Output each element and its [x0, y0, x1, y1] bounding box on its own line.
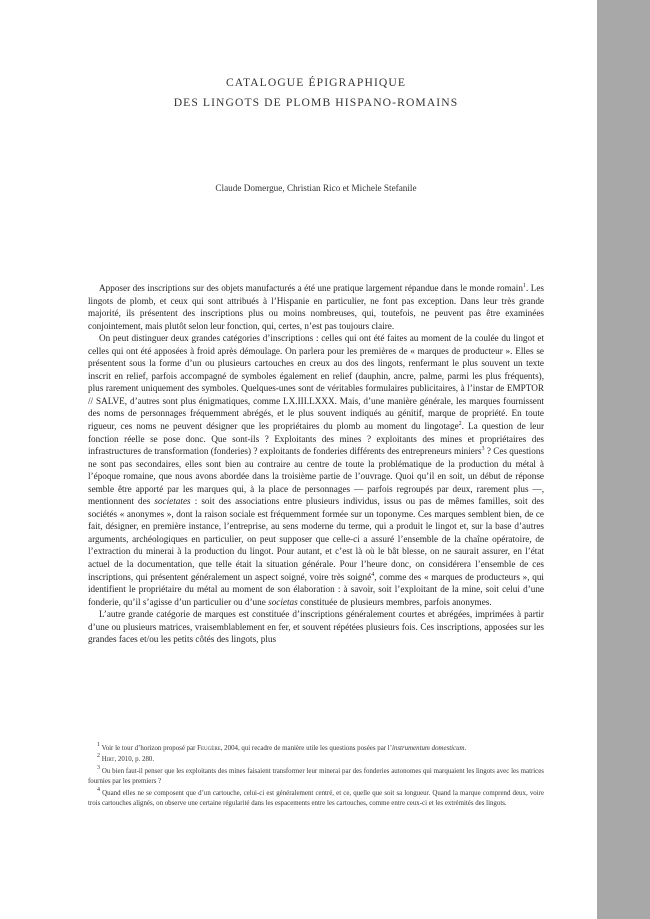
- footnote-ref-4: 4: [371, 571, 375, 578]
- authors-line: Claude Domergue, Christian Rico et Michele Stefanile: [215, 183, 417, 193]
- footnote-3: [88, 764, 544, 788]
- title-line-2: DES LINGOTS DE PLOMB HISPANO-ROMAINS: [173, 96, 459, 109]
- text-run: .: [464, 745, 467, 752]
- paragraph-2: [88, 332, 544, 608]
- title-line-1: CATALOGUE ÉPIGRAPHIQUE: [225, 76, 407, 89]
- footnote-ref-2: 2: [458, 421, 462, 428]
- page-edge-bar: [597, 0, 650, 919]
- paragraph-3: L’autre grande catégorie de marques est constituée d’inscriptions généralement courtes et abrégées, imprimées à partir d’une ou plusieurs matrices, vraisemblablement en fer, et souvent répétées plusieurs fois. Ces inscriptions, apposées sur les grandes faces et/ou les petits côtés des lingots, plus: [88, 609, 544, 645]
- footnotes: [88, 744, 544, 810]
- text-run: Voir le tour d’horizon proposé par: [101, 745, 198, 752]
- footnote-number: 2: [97, 753, 100, 760]
- footnote-1: [88, 744, 544, 754]
- text-run: constituée de plusieurs membres, parfois anonymes.: [297, 596, 492, 607]
- text-run: On peut distinguer deux grandes catégories d’inscriptions : celles qui ont été faites au moment de la coulée du lingot et celles qui ont été apposées à froid après démoulage. On parlera pour les premières de « marques de producteur ». Elles se présentent sous la forme d’un ou plusieurs cartouches en creux au dos des lingots, renfermant le plus souvent un texte inscrit en relief, parfois accompagné de symboles également en relief (dauphin, ancre, palme, parmi les plus fréquents), plus rarement uniquement des symboles. Quelques-unes sont de véritables formulaires publicitaires, à l’instar de EMPTOR // SALVE, d’autres sont plus énigmatiques, comme LX.III.LXXX. Mais, d’une manière générale, les marques fournissent des noms de personnages fréquemment abrégés, et le plus souvent indiqués au génitif, marque de propriété. En toute rigueur, ces noms ne peuvent désigner que les propriétaires du plomb au moment du lingotage: [88, 333, 544, 432]
- italic-term: instrumentum domesticum: [392, 745, 465, 752]
- text-run: , 2010, p. 280.: [114, 756, 155, 764]
- footnote-4: [88, 786, 544, 810]
- author-name: Hirt: [101, 756, 115, 764]
- footnote-number: 4: [97, 786, 100, 793]
- text-run: , comme des « marques de producteurs », qui identifient le propriétaire du métal au moment de son élaboration : à savoir, soit l’exploitant de la mine, soit celui d’une fonderie, qu’il s’agisse d’un particulier ou d’une: [88, 571, 544, 607]
- text-run: Ou bien faut-il penser que les exploitants des mines faisaient transformer leur minerai par des fonderies autonomes qui marquaient les lingots avec les matrices fournies par les premiers ?: [88, 767, 544, 786]
- italic-term: societates: [154, 496, 191, 507]
- footnote-number: 1: [97, 742, 100, 748]
- text-run: Apposer des inscriptions sur des objets manufacturés a été une pratique largement répandue dans le monde romain: [99, 283, 523, 293]
- paragraph-1: [88, 282, 544, 332]
- italic-term: societas: [268, 596, 298, 607]
- author-name: Feugère: [197, 745, 221, 752]
- text-run: . La question de leur fonction réelle se pose donc. Que sont-ils ? Exploitants des mines ? exploitants des mines et propriétaires des infrastructures de transformation (fonderies) ? exploitants de fonderies différents des entrepreneurs miniers: [88, 421, 545, 457]
- text-run: , 2004, qui recadre de manière utile les questions posées par l’: [220, 745, 392, 752]
- footnote-ref-3: 3: [481, 446, 485, 453]
- text-run: ? Ces questions ne sont pas secondaires, elles sont bien au contraire au centre de toute la problématique de la production du métal à l’époque romaine, que nous avons abordée dans la troisième partie de l’ouvrage. Quoi qu’il en soit, un début de réponse semble être apporté par les marques qui, à la place de personnages — parfois regroupés par deux, rarement plus —, mentionnent des: [88, 446, 544, 507]
- footnote-number: 3: [97, 764, 100, 771]
- body-text: [88, 282, 544, 646]
- footnote-2: [88, 755, 544, 765]
- text-run: Quand elles ne se composent que d’un cartouche, celui-ci est généralement centré, et ce, quelle que soit sa longueur. Quand la marque comprend deux, voire trois cartouches alignés, on observe une certaine régularité dans les espacements entre les cartouches, comme entre ceux-ci et les extrémités des lingots.: [88, 789, 544, 808]
- text-run: . Les lingots de plomb, et ceux qui sont attribués à l’Hispanie en particulier, ne font pas exception. Dans leur très grande majorité, ils présentent des inscriptions plus ou moins nombreuses, qui, toutefois, ne peuvent pas être examinées conjointement, mais plutôt selon leur fonction, qui, certes, n’est pas toujours claire.: [88, 283, 545, 331]
- footnote-ref-1: 1: [522, 283, 526, 289]
- text-run: : soit des associations entre plusieurs individus, issus ou pas de mêmes familles, soit des sociétés « anonymes », dont la raison sociale est fréquemment formée sur un toponyme. Ces marques semblent bien, de ce fait, désigner, en première instance, l’entreprise, au sens moderne du terme, qui a produit le lingot et, sur la base d’autres arguments, archéologiques en particulier, on peut supposer que celle-ci a assuré l’ensemble de la chaîne opératoire, de l’extraction du minerai à la production du lingot. Pour autant, et c’est là où le bât blesse, on ne saurait assurer, en l’état actuel de la documentation, que telle était la situation générale. Pour l’heure donc, on considérera l’ensemble de ces inscriptions, qui présentent généralement un aspect soigné, voire très soigné: [88, 496, 544, 582]
